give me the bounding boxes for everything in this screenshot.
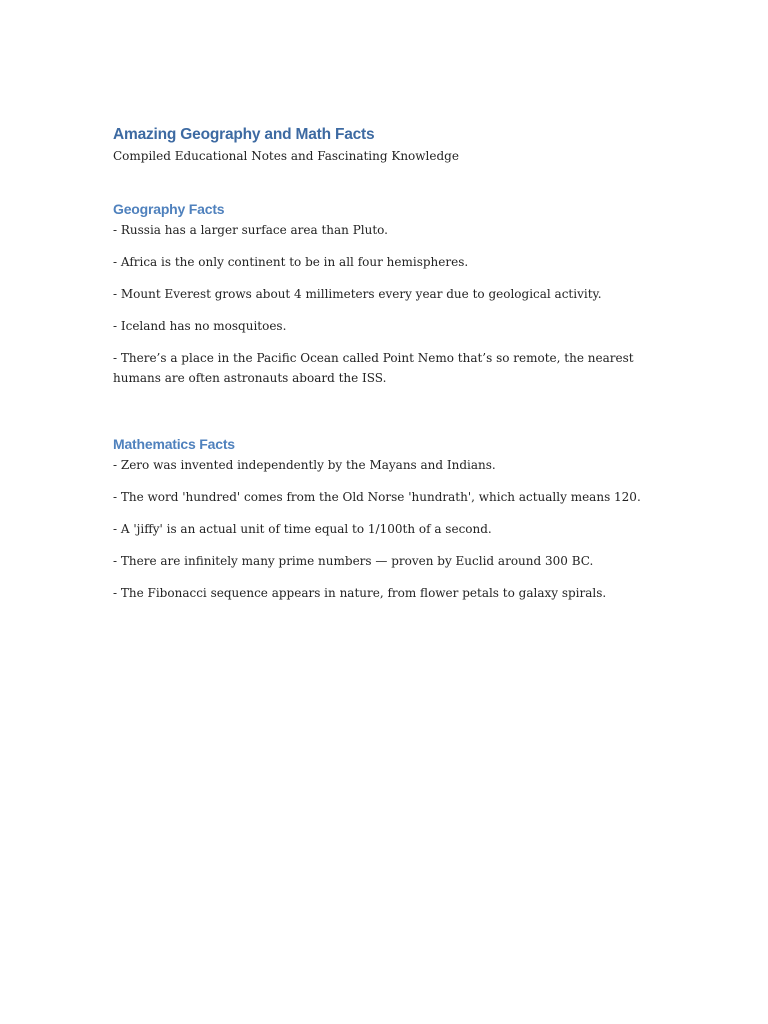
section-heading-mathematics: Mathematics Facts [113, 436, 235, 452]
fact-item: - Africa is the only continent to be in all four hemispheres. [113, 255, 469, 269]
fact-item: - Mount Everest grows about 4 millimeters every year due to geological activity. [113, 287, 602, 301]
geography-fact-list [113, 220, 653, 388]
document-subtitle: Compiled Educational Notes and Fascinating Knowledge [113, 149, 459, 163]
fact-item: - Iceland has no mosquitoes. [113, 319, 287, 333]
mathematics-section [113, 434, 653, 603]
fact-item: - There’s a place in the Pacific Ocean called Point Nemo that’s so remote, the nearest humans are often astronauts aboard the ISS. [113, 351, 634, 385]
fact-item: - Russia has a larger surface area than Pluto. [113, 223, 388, 237]
mathematics-fact-list [113, 455, 653, 603]
document-page [113, 124, 653, 615]
fact-item: - There are infinitely many prime numbers — proven by Euclid around 300 BC. [113, 554, 594, 568]
fact-item: - The word 'hundred' comes from the Old Norse 'hundrath', which actually means 120. [113, 490, 641, 504]
section-heading-geography: Geography Facts [113, 201, 225, 217]
fact-item: - Zero was invented independently by the Mayans and Indians. [113, 458, 496, 472]
fact-item: - A 'jiffy' is an actual unit of time equal to 1/100th of a second. [113, 522, 492, 536]
document-title: Amazing Geography and Math Facts [113, 126, 375, 143]
geography-section [113, 199, 653, 388]
fact-item: - The Fibonacci sequence appears in nature, from flower petals to galaxy spirals. [113, 586, 607, 600]
